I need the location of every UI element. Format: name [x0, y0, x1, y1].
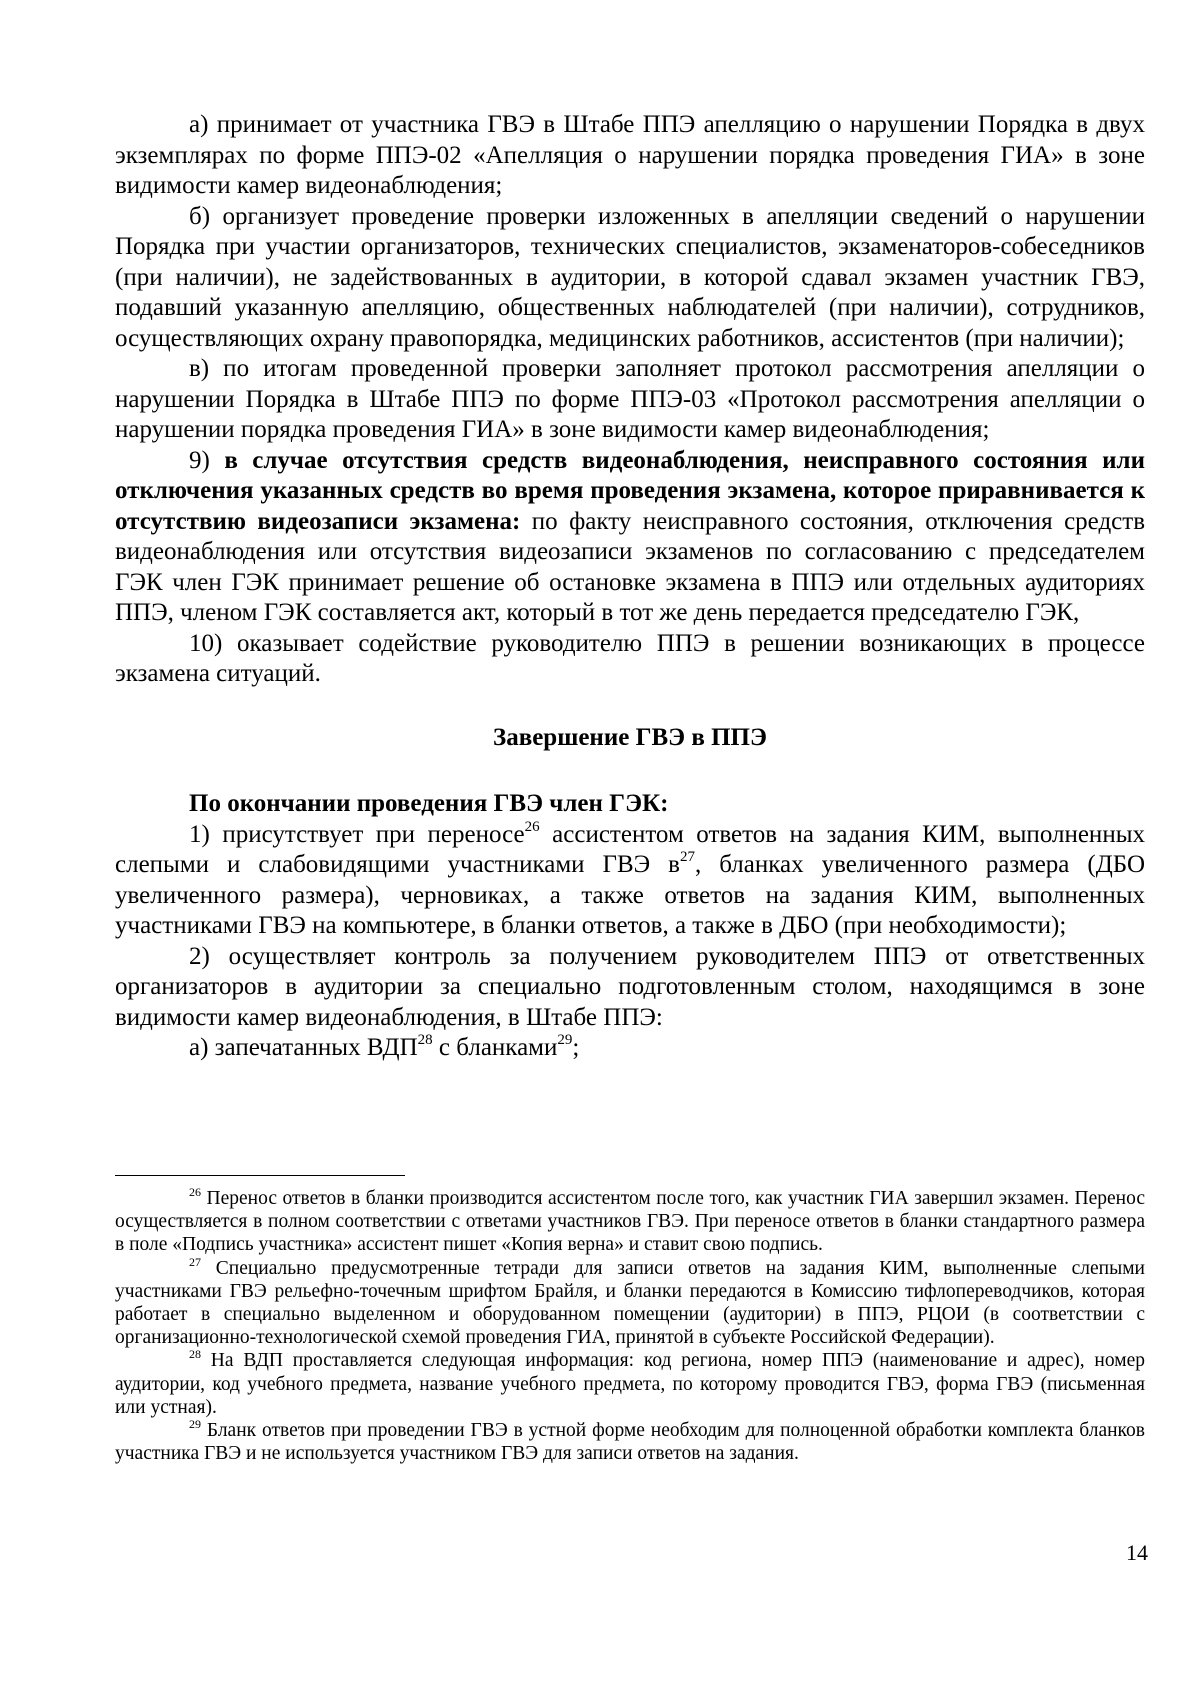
- footnote-text: Перенос ответов в бланки производится ассистентом после того, как участник ГИА завершил экзамен. Перенос осуществляется в полном соответствии с ответами участников ГВЭ. При переносе ответов в бланки стандартного размера в поле «Подпись участника» ассистент пишет «Копия верна» и ставит свою подпись.: [115, 1188, 1145, 1256]
- footnote-text: Специально предусмотренные тетради для записи ответов на задания КИМ, выполненные слепыми участниками ГВЭ рельефно-точечным шрифтом Брайля, и бланки передаются в Комиссию тифлопереводчиков, которая работает в специально выделенном и оборудованном помещении (аудитории) в ППЭ, РЦОИ (в соответствии с организационно-технологической схемой проведения ГИА, принятой в субъекте Российской Федерации).: [115, 1257, 1145, 1349]
- footnote-number: 26: [189, 1185, 201, 1199]
- footnote-28: [115, 1349, 1145, 1419]
- footnote-26: [115, 1187, 1145, 1257]
- footnote-number: 27: [189, 1254, 201, 1269]
- footnote-separator: [115, 1175, 405, 1176]
- footnote-ref-27[interactable]: 27: [679, 849, 695, 865]
- main-text: [115, 110, 1145, 1064]
- footnote-text: Бланк ответов при проведении ГВЭ в устной форме необходим для полноценной обработки комплекта бланков участника ГВЭ и не используется участником ГВЭ для записи ответов на задания.: [115, 1420, 1145, 1465]
- footnote-ref-28[interactable]: 28: [417, 1032, 433, 1048]
- footnote-text: На ВДП проставляется следующая информация: код региона, номер ППЭ (наименование и адрес), номер аудитории, код учебного предмета, название учебного предмета, по которому проводится ГВЭ, форма ГВЭ (письменная или устная).: [115, 1350, 1145, 1418]
- footnote-29: [115, 1419, 1145, 1465]
- section-heading: Завершение ГВЭ в ППЭ: [493, 723, 767, 751]
- paragraph-10: 10) оказывает содействие руководителю ППЭ в решении возникающих в процессе экзамена ситуаций.: [115, 629, 1145, 687]
- paragraph-2a: а) запечатанных ВДП$^{28}$ с бланками$^{29}$;: [189, 1032, 580, 1061]
- page-number: 14: [1126, 1540, 1148, 1565]
- paragraph-9-rest: по факту неисправного состояния, отключения средств видеонаблюдения или отсутствия видеозаписи экзаменов по согласованию с председателем ГЭК член ГЭК принимает решение об остановке экзамена в ППЭ или отдельных аудиториях ППЭ, членом ГЭК составляется акт, который в тот же день передается председателю ГЭК,: [115, 507, 1145, 626]
- footnote-number: 28: [189, 1347, 201, 1362]
- paragraph-2: 2) осуществляет контроль за получением руководителем ППЭ от ответственных организаторов в аудитории за специально подготовленным столом, находящимся в зоне видимости камер видеонаблюдения, в Штабе ППЭ:: [115, 942, 1145, 1031]
- footnote-27: [115, 1254, 1145, 1350]
- paragraph-1: 1) присутствует при переносе$^{26}$ ассистентом ответов на задания КИМ, выполненных слепыми и слабовидящими участниками ГВЭ $в^{27}$, бланках увеличенного размера (ДБО увеличенного размера), черновиках, а также ответов на задания КИМ, выполненных участниками ГВЭ на компьютере, в бланки ответов, а также в ДБО (при необходимости);: [115, 818, 1145, 939]
- paragraph-v: в) по итогам проведенной проверки заполняет протокол рассмотрения апелляции о нарушении Порядка в Штабе ППЭ по форме ППЭ-03 «Протокол рассмотрения апелляции о нарушении порядка проведения ГИА» в зоне видимости камер видеонаблюдения;: [115, 355, 1145, 443]
- paragraph-a: а) принимает от участника ГВЭ в Штабе ППЭ апелляцию о нарушении Порядка в двух экземплярах по форме ППЭ-02 «Апелляция о нарушении порядка проведения ГИА» в зоне видимости камер видеонаблюдения;: [115, 111, 1145, 199]
- footnote-ref-26[interactable]: 26: [524, 818, 540, 835]
- footnote-number: 29: [189, 1417, 201, 1432]
- footnote-ref-29[interactable]: 29: [557, 1032, 573, 1048]
- section-subheading: По окончании проведения ГВЭ член ГЭК:: [189, 790, 669, 817]
- paragraph-9-bold: в случае отсутствия средств видеонаблюдения, неисправного состояния или отключения указанных средств во время проведения экзамена, которое приравнивается к отсутствию видеозаписи экзамена:: [115, 446, 1145, 535]
- footnotes: [115, 1187, 1145, 1465]
- paragraph-9: [115, 446, 1145, 629]
- paragraph-9-number: 9): [189, 446, 210, 474]
- paragraph-b: б) организует проведение проверки изложенных в апелляции сведений о нарушении Порядка при участии организаторов, технических специалистов, экзаменаторов-собеседников (при наличии), не задействованных в аудитории, в которой сдавал экзамен участник ГВЭ, подавший указанную апелляцию, общественных наблюдателей (при наличии), сотрудников, осуществляющих охрану правопорядка, медицинских работников, ассистентов (при наличии);: [115, 202, 1145, 352]
